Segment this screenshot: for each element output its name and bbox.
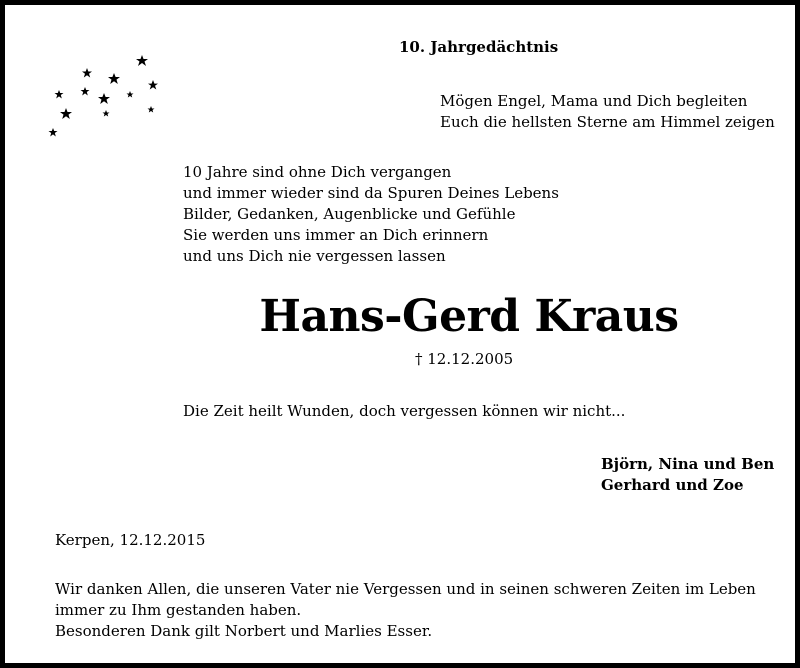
poem-line: Bilder, Gedanken, Augenblicke und Gefühle	[183, 205, 516, 223]
anniversary-heading: 10. Jahrgedächtnis	[399, 38, 559, 56]
star-icon	[148, 80, 158, 90]
star-icon	[82, 68, 92, 78]
star-icon	[103, 110, 110, 117]
star-icon	[60, 108, 72, 119]
quote-line: Mögen Engel, Mama und Dich begleiten	[440, 92, 748, 110]
thanks-line: Wir danken Allen, die unseren Vater nie Vergessen und in seinen schweren Zeiten im Leben immer zu Ihm gestanden haben.	[55, 580, 756, 619]
saying-text: Die Zeit heilt Wunden, doch vergessen können wir nicht...	[183, 402, 626, 420]
star-icon	[49, 128, 58, 137]
place-date: Kerpen, 12.12.2015	[55, 531, 206, 549]
stars-icon	[45, 50, 165, 140]
thanks-block	[55, 579, 760, 642]
poem-line: und immer wieder sind da Spuren Deines Lebens	[183, 184, 559, 202]
star-icon	[108, 73, 120, 84]
star-icon	[55, 90, 64, 99]
poem-block	[183, 162, 559, 267]
quote-line: Euch die hellsten Sterne am Himmel zeigen	[440, 113, 775, 131]
signer-line: Gerhard und Zoe	[601, 476, 744, 494]
quote-block	[440, 91, 775, 133]
signers-block	[601, 454, 774, 496]
thanks-line: Besonderen Dank gilt Norbert und Marlies Esser.	[55, 622, 433, 640]
star-icon	[136, 55, 148, 66]
poem-line: Sie werden uns immer an Dich erinnern	[183, 226, 489, 244]
signer-line: Björn, Nina und Ben	[601, 455, 775, 473]
star-icon	[127, 91, 134, 98]
star-icon	[148, 106, 155, 113]
death-date: † 12.12.2005	[415, 350, 514, 368]
deceased-name: Hans-Gerd Kraus	[259, 291, 679, 342]
star-icon	[81, 87, 90, 96]
poem-line: 10 Jahre sind ohne Dich vergangen	[183, 163, 452, 181]
poem-line: und uns Dich nie vergessen lassen	[183, 247, 446, 265]
star-icon	[98, 93, 110, 104]
